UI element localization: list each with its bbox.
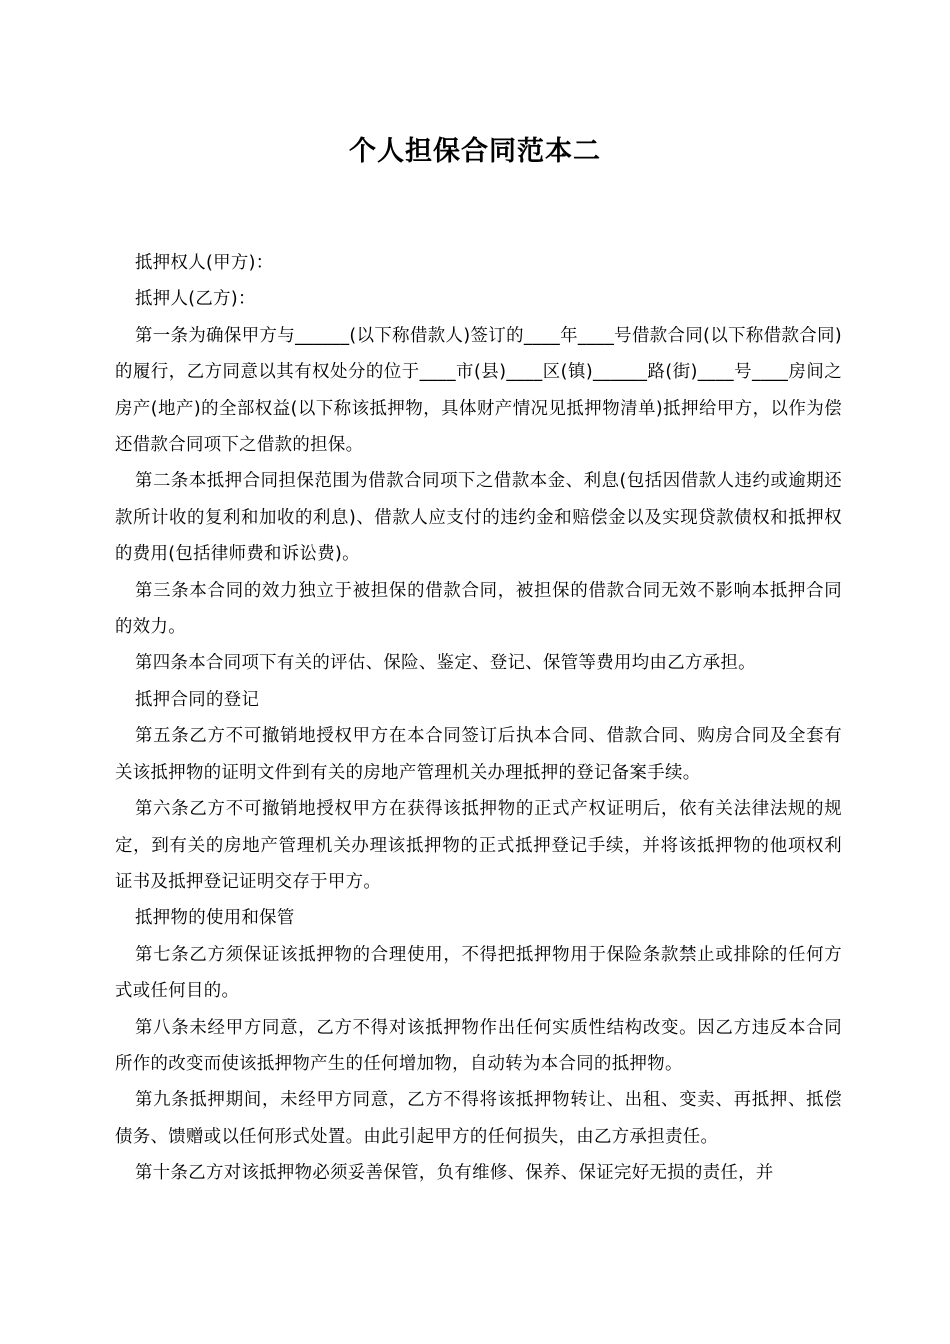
paragraph-article-4: 第四条本合同项下有关的评估、保险、鉴定、登记、保管等费用均由乙方承担。: [135, 653, 756, 674]
document-title: 个人担保合同范本二: [349, 136, 601, 167]
document-body: [115, 245, 842, 1192]
section-heading-use-and-custody: 抵押物的使用和保管: [135, 908, 295, 929]
paragraph-article-3: 第三条本合同的效力独立于被担保的借款合同，被担保的借款合同无效不影响本抵押合同的效力。: [115, 580, 842, 638]
paragraph-article-1: 第一条为确保甲方与______(以下称借款人)签订的____年____号借款合同(以下称借款合同)的履行，乙方同意以其有权处分的位于____市(县)____区(镇)______路(街)____号____房间之房产(地产)的全部权益(以下称该抵押物，具体财产情况见抵押物清单)抵押给甲方，以作为偿还借款合同项下之借款的担保。: [115, 325, 842, 456]
paragraph-mortgagor: 抵押人(乙方)：: [135, 289, 256, 310]
paragraph-article-9: 第九条抵押期间，未经甲方同意，乙方不得将该抵押物转让、出租、变卖、再抵押、抵偿债务、馈赠或以任何形式处置。由此引起甲方的任何损失，由乙方承担责任。: [115, 1090, 842, 1147]
section-heading-registration: 抵押合同的登记: [135, 689, 260, 710]
paragraph-mortgagee: 抵押权人(甲方)：: [135, 253, 274, 273]
paragraph-article-5: 第五条乙方不可撤销地授权甲方在本合同签订后执本合同、借款合同、购房合同及全套有关该抵押物的证明文件到有关的房地产管理机关办理抵押的登记备案手续。: [115, 726, 842, 783]
paragraph-article-6: 第六条乙方不可撤销地授权甲方在获得该抵押物的正式产权证明后，依有关法律法规的规定，到有关的房地产管理机关办理该抵押物的正式抵押登记手续，并将该抵押物的他项权利证书及抵押登记证明交存于甲方。: [115, 799, 842, 892]
paragraph-article-2: 第二条本抵押合同担保范围为借款合同项下之借款本金、利息(包括因借款人违约或逾期还款所计收的复利和加收的利息)、借款人应支付的违约金和赔偿金以及实现贷款债权和抵押权的费用(包括律师费和诉讼费)。: [115, 471, 842, 565]
paragraph-article-10: 第十条乙方对该抵押物必须妥善保管，负有维修、保养、保证完好无损的责任，并: [135, 1163, 774, 1184]
paragraph-article-7: 第七条乙方须保证该抵押物的合理使用，不得把抵押物用于保险条款禁止或排除的任何方式或任何目的。: [115, 944, 842, 1002]
paragraph-article-8: 第八条未经甲方同意，乙方不得对该抵押物作出任何实质性结构改变。因乙方违反本合同所作的改变而使该抵押物产生的任何增加物，自动转为本合同的抵押物。: [115, 1017, 842, 1074]
